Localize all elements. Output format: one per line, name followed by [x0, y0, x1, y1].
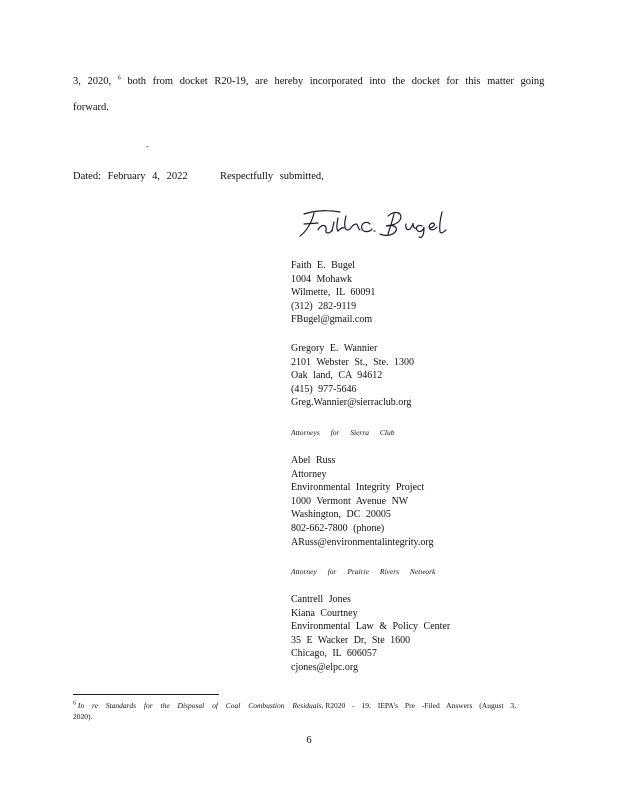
contact-organization: Environmental Integrity Project	[291, 482, 425, 494]
page-number: 6	[306, 735, 312, 746]
contact-title: Attorney	[291, 468, 327, 480]
contact-block-bugel	[291, 259, 375, 327]
contact-block-wannier	[291, 342, 414, 410]
contact-address: 35 E Wacker Dr, Ste 1600	[291, 634, 411, 646]
contact-email: Greg.Wannier@sierraclub.org	[291, 397, 412, 409]
closing-line: Respectfully submitted,	[220, 171, 324, 182]
footnote-case-title: In re Standards for the Disposal of Coal Combustion Residuals,	[77, 701, 324, 710]
footnote-divider	[73, 694, 219, 695]
contact-address: 1004 Mohawk	[291, 273, 353, 285]
contact-block-jones-courtney	[291, 593, 450, 675]
handwritten-signature	[296, 204, 456, 244]
role-prairie-rivers: Attorney for Prairie Rivers Network	[291, 567, 436, 576]
contact-name: Cantrell Jones	[291, 594, 351, 605]
footnote-marker: 6	[73, 700, 76, 707]
contact-city: Washington, DC 20005	[291, 509, 391, 521]
contact-name-second: Kiana Courtney	[291, 607, 358, 619]
body-line-1-end: both from docket R20-19, are hereby incorporated into the docket for this matter going	[127, 76, 545, 87]
dated-line: Dated: February 4, 2022	[73, 171, 188, 182]
stray-mark: -	[146, 142, 149, 151]
contact-phone: (415) 977-5646	[291, 383, 357, 395]
contact-name: Faith E. Bugel	[291, 260, 356, 271]
contact-city: Oak land, CA 94612	[291, 370, 383, 382]
contact-organization: Environmental Law & Policy Center	[291, 621, 451, 633]
role-sierra-club: Attorneys for Sierra Club	[291, 428, 395, 437]
body-line-1-start: 3, 2020,	[73, 76, 112, 87]
contact-block-russ	[291, 454, 434, 549]
footnote	[73, 700, 537, 722]
body-line-1	[73, 76, 544, 87]
footnote-reference-marker: 6	[117, 75, 121, 82]
body-line-2: forward.	[73, 102, 109, 113]
contact-address: 1000 Vermont Avenue NW	[291, 495, 409, 507]
contact-phone: 802-662-7800 (phone)	[291, 522, 385, 534]
footnote-citation: R2020 - 19, IEPA's Pre -Filed Answers (August 3, 2020).	[73, 701, 516, 721]
contact-email: FBugel@gmail.com	[291, 314, 373, 326]
contact-email: ARuss@environmentalintegrity.org	[291, 536, 434, 548]
contact-name: Gregory E. Wannier	[291, 343, 378, 354]
contact-address: 2101 Webster St., Ste. 1300	[291, 356, 414, 368]
contact-city: Chicago, IL 606057	[291, 648, 377, 660]
contact-phone: (312) 282-9119	[291, 300, 357, 312]
contact-email: cjones@elpc.org	[291, 661, 359, 673]
contact-name: Abel Russ	[291, 455, 336, 466]
contact-city: Wilmette, IL 60091	[291, 287, 376, 299]
